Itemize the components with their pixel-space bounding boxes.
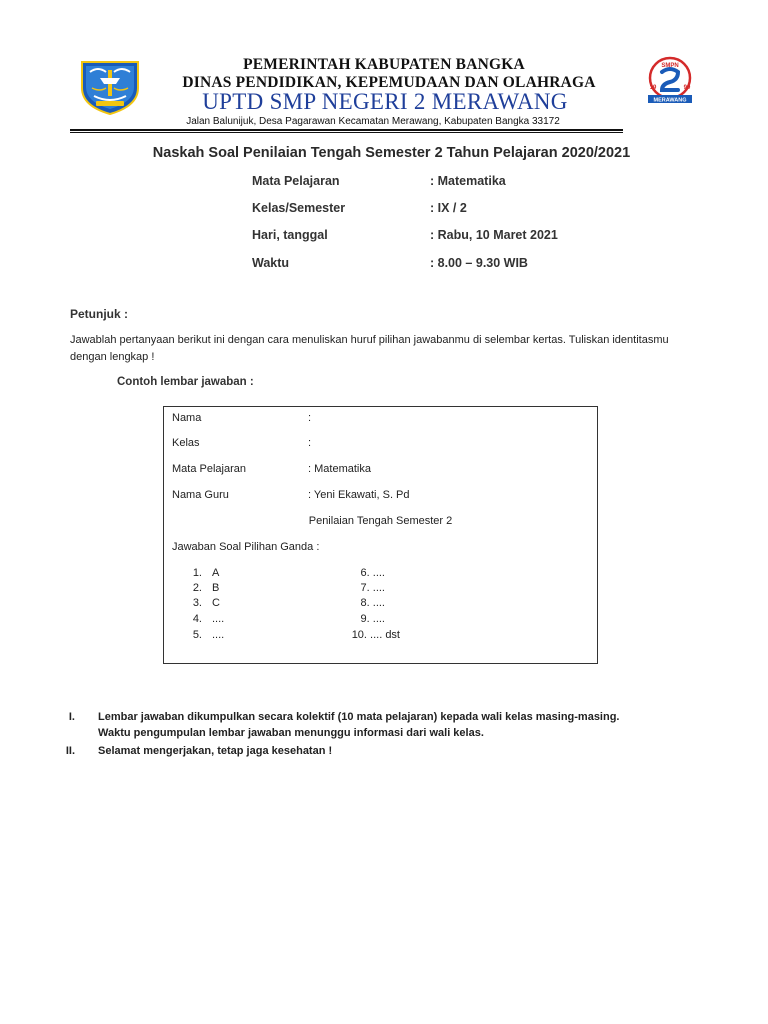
field-value-class: : [308,437,312,449]
answer-sheet-title: Penilaian Tengah Semester 2 [308,515,453,527]
school-name: UPTD SMP NEGERI 2 MERAWANG [202,89,568,114]
field-label-subject: Mata Pelajaran [172,463,246,475]
answer-right-item: 6. .... [360,567,385,579]
answer-number: 2. [192,582,202,594]
note-line: Selamat mengerjakan, tetap jaga kesehatan ! [98,745,333,757]
smpn-2-merawang-logo-icon [640,56,700,106]
meta-value-class: : IX / 2 [430,201,467,215]
note-line: Waktu pengumpulan lembar jawaban menunggu informasi dari wali kelas. [98,727,484,739]
meta-label-time: Waktu [252,256,290,270]
letterhead-rule-thin [70,132,623,133]
field-value-teacher: : Yeni Ekawati, S. Pd [308,489,410,501]
note-line: Lembar jawaban dikumpulkan secara kolektif (10 mata pelajaran) kepada wali kelas masing-masing. [98,711,620,723]
meta-label-class: Kelas/Semester [252,201,346,215]
document-title: Naskah Soal Penilaian Tengah Semester 2 Tahun Pelajaran 2020/2021 [152,145,631,161]
field-value-name: : [308,412,312,424]
answer-value: .... [212,613,225,625]
meta-label-subject: Mata Pelajaran [252,174,340,188]
letterhead-line-1: PEMERINTAH KABUPATEN BANGKA [243,56,525,73]
answer-number: 1. [192,567,202,579]
answer-number: 5. [192,629,202,641]
answer-right-item: 10. .... dst [351,629,400,641]
logo-text-smpn: SMPN [661,63,679,69]
answer-right-item: 8. .... [360,597,385,609]
answer-right-item: 9. .... [360,613,385,625]
letterhead-rule-thick [70,129,623,131]
instructions-title: Petunjuk : [70,307,129,321]
meta-value-time: : 8.00 – 9.30 WIB [430,256,528,270]
answers-title: Jawaban Soal Pilihan Ganda : [172,541,320,553]
answer-value: A [212,567,220,579]
field-label-class: Kelas [172,437,200,449]
instructions-body: Jawablah pertanyaan berikut ini dengan cara menuliskan huruf pilihan jawabanmu di selembar kertas. Tuliskan identitasmu dengan lengkap ! [70,334,669,363]
answer-value: C [212,597,220,609]
logo-year-right: 99 [683,85,691,91]
meta-value-subject: : Matematika [430,174,506,188]
field-value-subject: : Matematika [308,463,371,475]
answer-right-item: 7. .... [360,582,385,594]
school-address: Jalan Balunijuk, Desa Pagarawan Kecamatan Merawang, Kabupaten Bangka 33172 [186,116,560,127]
meta-label-date: Hari, tanggal [252,228,328,242]
note-number: II. [65,745,75,757]
field-label-name: Nama [172,412,202,424]
answer-number: 4. [192,613,202,625]
note-number: I. [68,711,75,723]
answer-number: 3. [192,597,202,609]
logo-year-left: 19 [649,85,657,91]
example-sheet-title: Contoh lembar jawaban : [117,376,254,388]
meta-value-date: : Rabu, 10 Maret 2021 [430,228,558,242]
letterhead-line-2: DINAS PENDIDIKAN, KEPEMUDAAN DAN OLAHRAGA [182,74,596,91]
answer-value: B [212,582,220,594]
logo-text-merawang: MERAWANG [653,97,687,104]
example-answer-sheet-box [163,406,598,664]
field-label-teacher: Nama Guru [172,489,229,501]
answer-value: .... [212,629,225,641]
